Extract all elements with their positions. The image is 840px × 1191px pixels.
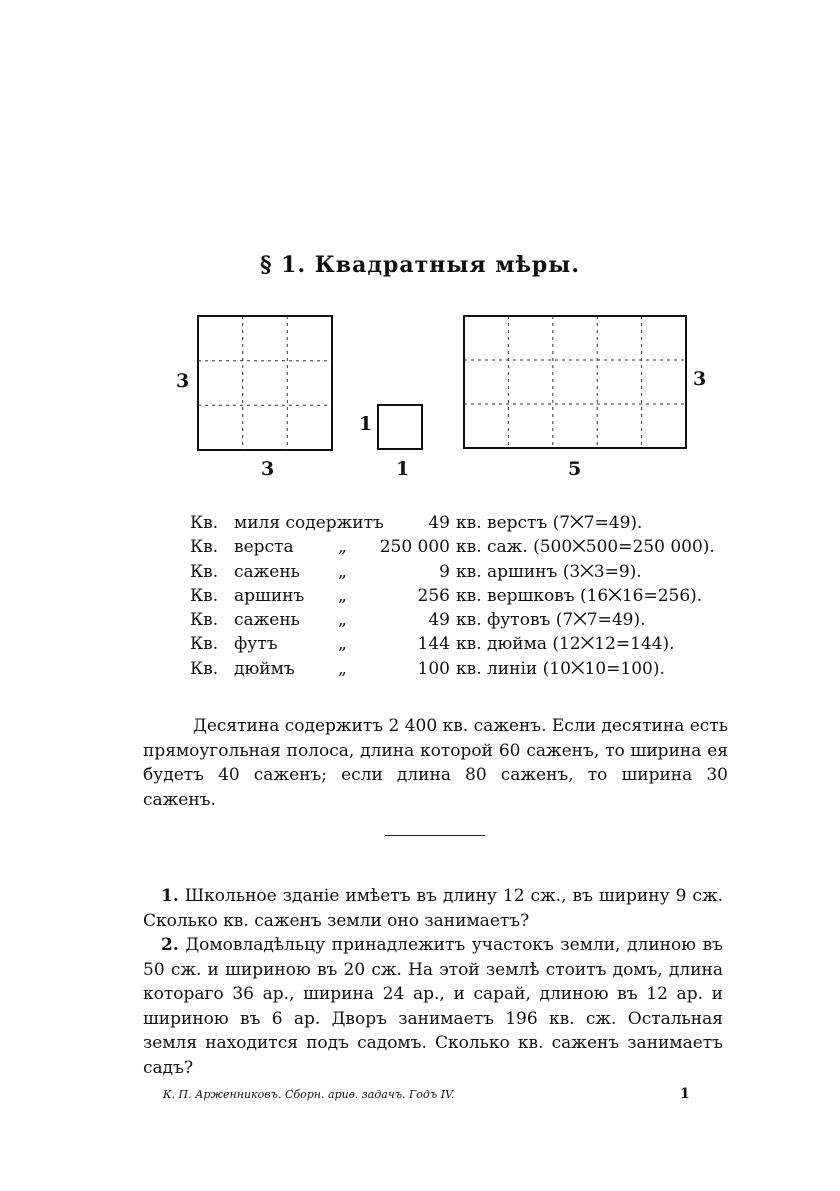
section-title: § 1. Квадратныя мѣры. [259, 252, 581, 278]
measure-kv: Кв. [190, 585, 219, 606]
problems [143, 884, 723, 1080]
measure-unit: сажень [234, 610, 300, 631]
measure-value: 100 [417, 658, 450, 679]
problem-text: Школьное зданіе имѣетъ въ длину 12 сж., въ ширину 9 сж. Сколько кв. саженъ земли оно занимаетъ? [143, 886, 723, 931]
unit-square-figure [376, 403, 424, 451]
measure-rest: кв. вершковъ (16⨉16=256). [456, 585, 703, 606]
measure-unit: сажень [234, 561, 300, 582]
desyatina-paragraph [143, 714, 728, 812]
measure-kv: Кв. [190, 537, 219, 558]
problem-item [143, 884, 723, 933]
measure-rest: кв. саж. (500⨉500=250 000). [456, 537, 715, 558]
measure-rest: кв. верстъ (7⨉7=49). [456, 513, 643, 533]
measure-rest: кв. аршинъ (3⨉3=9). [456, 561, 642, 582]
desyatina-text: Десятина содержитъ 2 400 кв. саженъ. Если десятина есть прямоугольная полоса, длина которой 60 саженъ, то ширина ея будетъ 40 саженъ; если длина 80 саженъ, то ширина 30 саженъ. [143, 716, 728, 810]
measure-ditto: „ [338, 658, 347, 679]
big-square-side-label: 3 [176, 370, 190, 392]
measure-value: 256 [417, 585, 450, 606]
footer-citation: К. П. Арженниковъ. Сборн. ариѳ. задачъ. Годъ IV. [163, 1088, 455, 1101]
measure-value: 9 [439, 561, 450, 582]
measure-rest: кв. футовъ (7⨉7=49). [456, 610, 646, 631]
measure-kv: Кв. [190, 634, 219, 655]
measure-unit: аршинъ [234, 585, 305, 606]
measure-ditto: „ [338, 610, 347, 631]
unit-square-side-label: 1 [359, 413, 373, 435]
measure-ditto: „ [338, 634, 347, 655]
unit-square-bottom-label: 1 [396, 458, 410, 480]
big-square-bottom-label: 3 [261, 458, 275, 480]
measure-rest: кв. линіи (10⨉10=100). [456, 658, 665, 679]
measure-ditto: „ [338, 561, 347, 582]
problem-item [143, 933, 723, 1080]
measure-rest: кв. дюйма (12⨉12=144). [456, 634, 675, 655]
measure-unit: дюймъ [234, 658, 295, 679]
problem-number: 2. [161, 935, 179, 955]
measure-kv: Кв. [190, 513, 219, 533]
measure-unit: футъ [234, 634, 278, 655]
rectangle-figure [462, 314, 690, 450]
measure-kv: Кв. [190, 658, 219, 679]
rectangle-side-label: 3 [693, 368, 707, 390]
measure-value: 49 [428, 610, 450, 631]
divider-rule [385, 835, 485, 836]
big-square-figure [196, 314, 338, 454]
problem-text: Домовладѣльцу принадлежитъ участокъ земли, длиною въ 50 сж. и шириною въ 20 сж. На этой землѣ стоитъ домъ, длина котораго 36 ар., ширина 24 ар., и сарай, длиною въ 12 ар. и шириною въ 6 ар. Дворъ занимаетъ 196 кв. сж. Остальная земля находится подъ садомъ. Сколько кв. саженъ занимаетъ садъ? [143, 935, 723, 1078]
measure-unit: миля содержитъ [234, 513, 384, 533]
rectangle-bottom-label: 5 [568, 458, 582, 480]
measure-value: 49 [428, 513, 450, 533]
measure-kv: Кв. [190, 561, 219, 582]
measure-value: 250 000 [379, 537, 450, 558]
measure-unit: верста [234, 537, 294, 558]
measure-ditto: „ [338, 537, 347, 558]
measure-kv: Кв. [190, 610, 219, 631]
page-number: 1 [680, 1086, 690, 1102]
problem-number: 1. [161, 886, 179, 906]
measure-value: 144 [417, 634, 450, 655]
figures [0, 300, 840, 500]
measure-ditto: „ [338, 585, 347, 606]
